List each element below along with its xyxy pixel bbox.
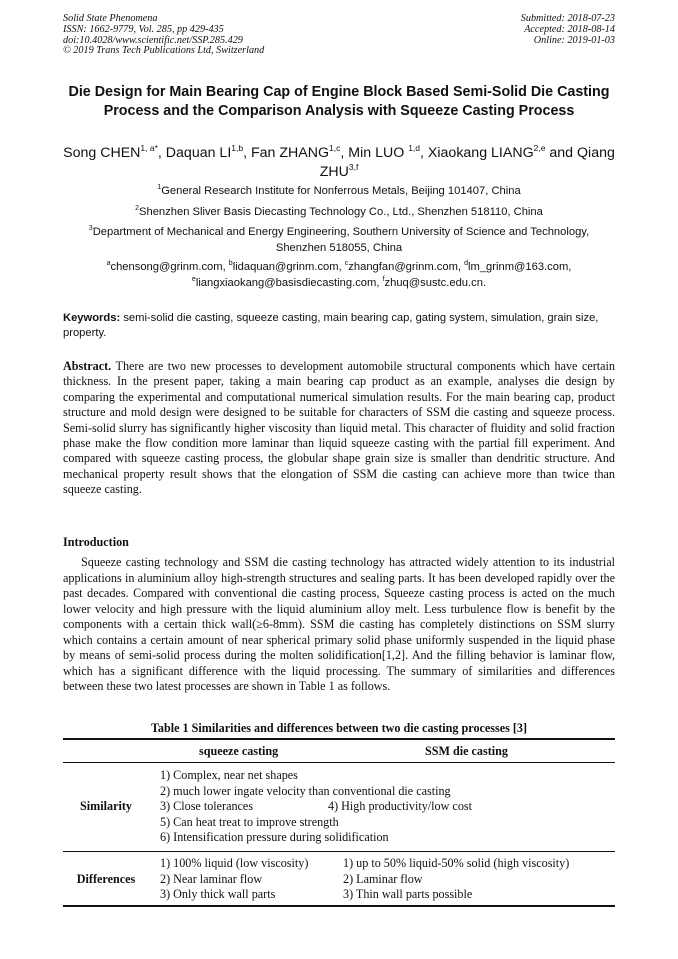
journal-info <box>63 14 264 57</box>
affiliation-1: $^1$General Research Institute for Nonferrous Metals, Beijing 101407, China <box>157 184 521 197</box>
email-d[interactable]: $^d$lm_grinm@163.com, <box>464 260 572 273</box>
journal-doi[interactable]: doi:10.4028/www.scientific.net/SSP.285.429 <box>63 34 243 46</box>
similarity-line: 3) Close tolerances <box>160 799 254 813</box>
author-1: Song $CHEN^{1, a*}$, <box>63 143 166 161</box>
abstract-text: There are two new processes to development automobile structural components which have certain thickness. In the present paper, taking a main bearing cap product as an example, analyses die design by comparing the experimental and computational numerical simulation results. For the main bearing cap, product structure and mold design were designed to be suitable for characters of SSM die casting and squeeze process. Semi-solid slurry has significantly higher viscosity than liquid metal. This character of fluidity and solid fraction phase make the flow condition more laminar than liquid squeeze casting with the partial fill experiment. And compared with squeeze casting process, the globular shape grain size is smaller than dendritic structure. And mechanical property result shows that the elongation of SSM die casting can achieve more than twice than squeeze casting. <box>63 359 615 497</box>
similarity-line: 2) much lower ingate velocity than conventional die casting <box>160 783 451 798</box>
table-header-rule <box>63 762 615 763</box>
table-caption: Table 1 Similarities and differences between two die casting processes [3] <box>150 721 528 735</box>
table-top-rule <box>63 738 615 740</box>
similarity-cell <box>160 768 472 846</box>
journal-issn: ISSN: 1662-9779, Vol. 285, pp 429-435 <box>63 23 224 35</box>
table-header-squeeze: squeeze casting <box>199 744 279 758</box>
author-4: Min LUO $^{1,d}$, <box>348 143 428 161</box>
email-list <box>60 260 618 291</box>
differences-label: Differences <box>76 872 136 886</box>
journal-name: Solid State Phenomena <box>63 13 158 24</box>
table-header-ssm: SSM die casting <box>425 744 508 758</box>
email-e[interactable]: $^e$liangxiaokang@basisdiecasting.com, <box>191 275 383 289</box>
email-f[interactable]: $^f$zhuq@sustc.edu.cn. <box>382 275 487 289</box>
online-date: Online: 2019-01-03 <box>533 34 615 46</box>
abstract-label: Abstract. <box>63 359 112 373</box>
affiliation-2: $^2$Shenzhen Sliver Basis Diecasting Technology Co., Ltd., Shenzhen 518110, China <box>135 205 543 218</box>
author-5: Xiaokang LIANG$^{2,e}$ and <box>427 143 577 161</box>
similarity-line-inline: 4) High productivity/low cost <box>328 799 472 813</box>
introduction-text: Squeeze casting technology and SSM die casting technology has attracted widely attention to its industrial applications in aluminium alloy high-strength structures and sealing parts. It has been developed rapidly over the past decades. Compared with conventional die casting process, Squeeze casting process is acted on the much lower velocity and high pressure with the liquid aluminium alloy melt. Less turbulence flow is benefit by the components with a certain thick wall(≥6-8mm). SSM die casting has completely distinctions on SSM slurry which contains a certain amount of near spherical primary solid phase uniformly suspended in the liquid phase by means of semi-solid process during the molten solidification[1,2]. And the filling behavior is laminar flow, which has a significant difference with the liquid processing. The summary of similarities and differences between these two latest processes are shown in Table 1 as follows. <box>63 555 615 693</box>
squeeze-diff-line: 1) 100% liquid (low viscosity) <box>160 856 309 870</box>
keywords-text: semi-solid die casting, squeeze casting, main bearing cap, gating system, simulation, grain size, property. <box>63 312 599 339</box>
squeeze-diff-line: 2) Near laminar flow <box>160 871 263 886</box>
keywords <box>63 311 615 341</box>
abstract <box>63 359 615 498</box>
ssm-diff-line: 2) Laminar flow <box>343 871 423 886</box>
keywords-label: Keywords: <box>63 312 121 324</box>
submitted-date: Submitted: 2018-07-23 <box>520 13 615 24</box>
similarity-line: 6) Intensification pressure during solidification <box>160 830 389 844</box>
author-3: Fan ZHANG$^{1,c}$, <box>251 143 349 161</box>
similarity-line-row <box>160 799 472 815</box>
email-c[interactable]: $^c$zhangfan@grinm.com, <box>344 260 465 273</box>
email-b[interactable]: $^b$lidaquan@grinm.com, <box>228 260 345 273</box>
author-list <box>50 144 628 182</box>
publication-dates <box>521 14 615 46</box>
author-6: Qiang ZHU$^{3,f}$ <box>319 145 615 180</box>
table-row-rule <box>63 851 615 852</box>
author-2: Daquan LI$^{1,b}$, <box>165 143 251 161</box>
similarity-line: 5) Can heat treat to improve strength <box>160 814 339 829</box>
email-a[interactable]: $^a$chensong@grinm.com, <box>106 260 229 273</box>
similarity-line: 1) Complex, near net shapes <box>160 768 298 782</box>
affiliation-3: $^3$Department of Mechanical and Energy Engineering, Southern University of Science and Technology, Shenzhen 518055, China <box>88 225 590 254</box>
ssm-differences-cell <box>343 856 569 903</box>
ssm-diff-line: 1) up to 50% liquid-50% solid (high viscosity) <box>343 856 570 870</box>
paper-title: Die Design for Main Bearing Cap of Engine Block Based Semi-Solid Die Casting Process and the Comparison Analysis with Squeeze Casting Process <box>68 84 610 119</box>
introduction-heading: Introduction <box>63 535 129 549</box>
table-bottom-rule <box>63 905 615 907</box>
squeeze-diff-line: 3) Only thick wall parts <box>160 887 276 901</box>
journal-copyright: © 2019 Trans Tech Publications Ltd, Switzerland <box>63 45 265 57</box>
squeeze-differences-cell <box>160 856 308 903</box>
ssm-diff-line: 3) Thin wall parts possible <box>343 887 473 901</box>
similarity-label: Similarity <box>80 799 132 813</box>
accepted-date: Accepted: 2018-08-14 <box>524 23 615 35</box>
